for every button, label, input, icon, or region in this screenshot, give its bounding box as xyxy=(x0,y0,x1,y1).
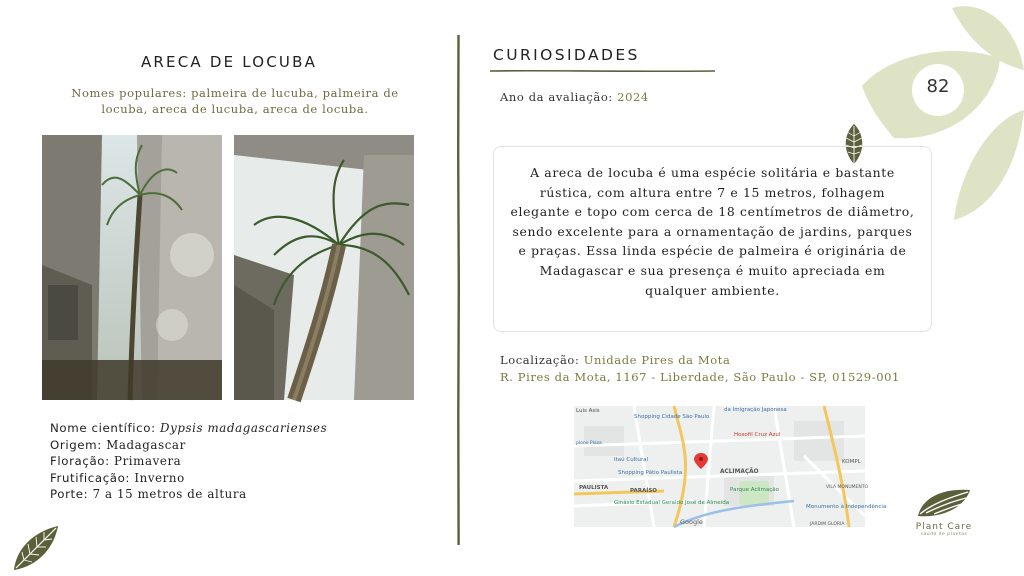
location-info xyxy=(500,352,900,386)
map-label: Monumento à Independência xyxy=(806,504,887,510)
palm-photo-2 xyxy=(234,135,414,400)
map-label: Luis Asis xyxy=(576,408,600,414)
map-label: JARDIM GLÓRIA xyxy=(810,522,845,527)
map-label: da Imigração Japonesa xyxy=(724,407,787,413)
map-label: PAULISTA xyxy=(579,485,609,491)
location-map[interactable] xyxy=(574,406,887,527)
popular-names-label: Nomes populares: xyxy=(71,86,187,100)
fact-fruiting: Frutificação: Inverno xyxy=(50,470,185,485)
address: R. Pires da Mota, 1167 - Liberdade, São Paulo - SP, 01529-001 xyxy=(500,370,900,384)
curiosities-title: CURIOSIDADES xyxy=(493,46,640,64)
location-value: Unidade Pires da Mota xyxy=(583,353,731,367)
fact-scientific-name: Nome científico: Dypsis madagascarienses xyxy=(50,421,328,435)
title-underline xyxy=(490,68,715,74)
map-label: KOMPL xyxy=(842,459,861,465)
description-text: A areca de locuba é uma espécie solitária e bastante rústica, com altura entre 7 e 15 metros, folhagem elegante e topo com cerca de 18 centímetros de diâmetro, sendo excelente para a ornamentação de jardins, parques e praças. Essa linda espécie de palmeira é originária de Madagascar e sua presença é muito apreciada em qualquer ambiente. xyxy=(510,165,915,298)
map-label: Shopping Pátio Paulista xyxy=(618,470,683,476)
leaf-icon xyxy=(10,522,62,572)
map-label: VILA MONUMENTO xyxy=(826,485,868,490)
column-divider xyxy=(456,35,461,545)
fact-size: Porte: 7 a 15 metros de altura xyxy=(50,487,247,501)
logo-leaf-icon xyxy=(912,486,976,520)
map-label: plone Plaza xyxy=(576,441,602,446)
evaluation-year-value: 2024 xyxy=(617,90,649,104)
popular-names xyxy=(50,85,420,117)
map-label: Itaú Cultural xyxy=(614,457,649,463)
scientific-name-value: Dypsis madagascarienses xyxy=(160,421,328,435)
fact-origin: Origem: Madagascar xyxy=(50,437,186,452)
map-label: Google xyxy=(680,518,703,526)
map-label: ACLIMAÇÃO xyxy=(720,469,759,475)
description-box xyxy=(493,146,932,332)
map-label: PARAÍSO xyxy=(630,488,657,494)
plant-facts xyxy=(50,420,327,503)
plant-care-logo xyxy=(904,486,984,542)
location-line: Localização: Unidade Pires da Mota xyxy=(500,353,731,367)
plant-title: ARECA DE LOCUBA xyxy=(140,53,318,71)
logo-tagline: saúde de plantas xyxy=(920,532,968,537)
fact-flowering: Floração: Primavera xyxy=(50,454,182,468)
logo-name: Plant Care xyxy=(915,522,973,532)
map-label: Parque Aclimação xyxy=(730,487,779,493)
page-number: 82 xyxy=(926,76,950,97)
popular-names-value: palmeira de lucuba, palmeira de locuba, areca de lucuba, areca de locuba. xyxy=(101,86,399,116)
map-label: Ginásio Estadual Geraldo José de Almeida xyxy=(614,500,730,506)
map-label: Hoxofil Cruz Azul xyxy=(734,432,781,438)
map-label: Shopping Cidade São Paulo xyxy=(634,414,710,420)
palm-photo-1 xyxy=(42,135,222,400)
evaluation-year: Ano da avaliação: 2024 xyxy=(500,90,649,104)
